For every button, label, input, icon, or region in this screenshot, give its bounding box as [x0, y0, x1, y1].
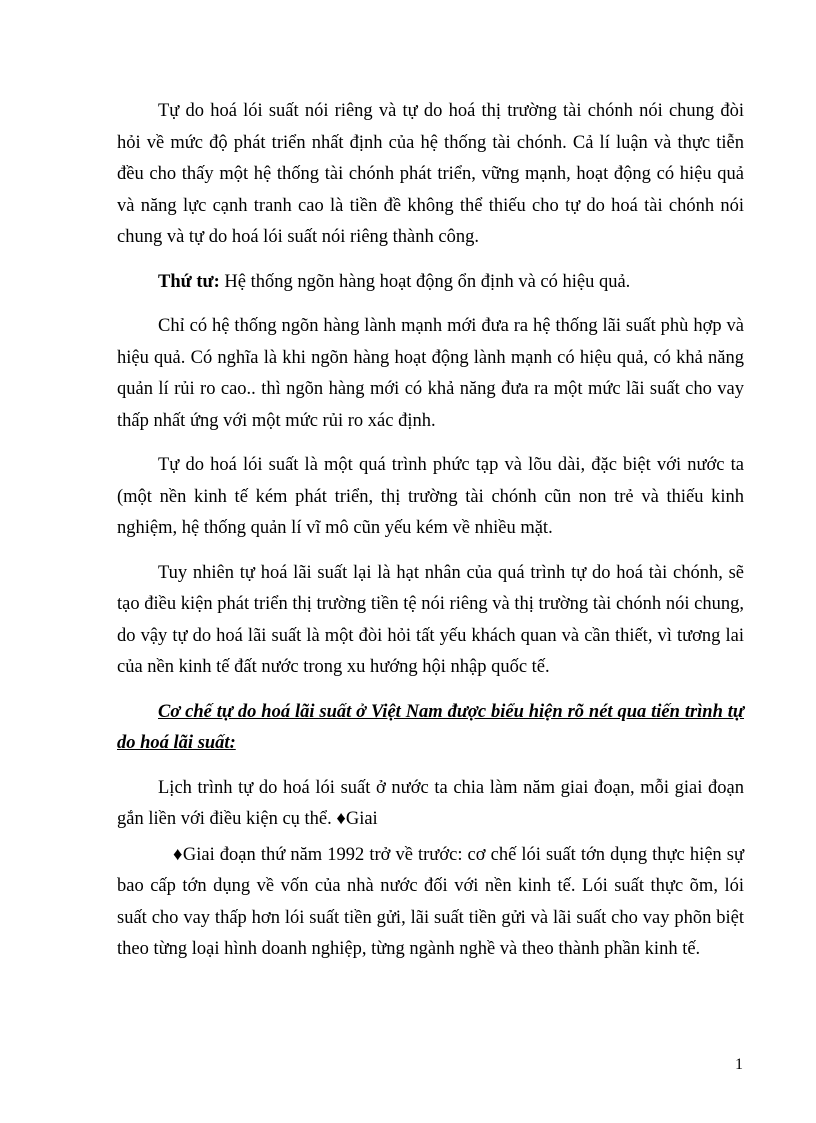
paragraph-complex-process: Tự do hoá lói suất là một quá trình phức tạp và lõu dài, đặc biệt với nước ta (một nền kinh tế kém phát triển, thị trường tài chónh cũn non trẻ và thiếu kinh nghiệm, hệ thống quản lí vĩ mô cũn yếu kém về nhiều mặt. [117, 455, 744, 538]
diamond-bullet-icon: ♦ [173, 844, 183, 865]
paragraph-schedule: Lịch trình tự do hoá lói suất ở nước ta chia làm năm giai đoạn, mỗi giai đoạn gắn liền với điều kiện cụ thể. ♦Giai [117, 777, 744, 829]
paragraph-fourth-condition [117, 267, 744, 299]
stage-before-1992-text: Giai đoạn thứ năm 1992 trở về trước: cơ chế lói suất tớn dụng thực hiện sự bao cấp tớn dụng về vốn của nhà nước đối với nền kinh tế. Lói suất thực õm, lói suất cho vay thấp hơn lói suất tiền gửi, lãi suất tiền gửi và lãi suất cho vay phõn biệt theo từng loại hình doanh nghiệp, từng ngành nghề và theo thành phần kinh tế. [117, 844, 744, 959]
fourth-text: Hệ thống ngõn hàng hoạt động ổn định và có hiệu quả. [219, 271, 631, 292]
page-number: 1 [735, 1056, 743, 1073]
section-heading: Cơ chế tự do hoá lãi suất ở Việt Nam được biểu hiện rõ nét qua tiến trình tự do hoá lãi suất: [117, 701, 744, 753]
document-body [117, 96, 744, 979]
paragraph-core-of-liberalization: Tuy nhiên tự hoá lãi suất lại là hạt nhân của quá trình tự do hoá tài chónh, sẽ tạo điều kiện phát triển thị trường tiền tệ nói riêng và thị trường tài chónh nói chung, do vậy tự do hoá lãi suất là một đòi hỏi tất yếu khách quan và cần thiết, vì tương lai của nền kinh tế đất nước trong xu hướng hội nhập quốc tế. [117, 562, 744, 677]
fourth-label: Thứ tư: [158, 271, 220, 292]
paragraph-healthy-banking: Chỉ có hệ thống ngõn hàng lành mạnh mới đưa ra hệ thống lãi suất phù hợp và hiệu quả. Có nghĩa là khi ngõn hàng hoạt động lành mạnh có hiệu quả, có khả năng quản lí rủi ro cao.. thì ngõn hàng mới có khả năng đưa ra một mức lãi suất cho vay thấp nhất ứng với một mức rủi ro xác định. [117, 316, 744, 431]
paragraph-financial-liberalization: Tự do hoá lói suất nói riêng và tự do hoá thị trường tài chónh nói chung đòi hỏi về mức độ phát triển nhất định của hệ thống tài chónh. Cả lí luận và thực tiễn đều cho thấy một hệ thống tài chónh phát triển, vững mạnh, hoạt động có hiệu quả và năng lực cạnh tranh cao là tiền đề không thể thiếu cho tự do hoá tài chónh nói chung và tự do hoá lói suất nói riêng thành công. [117, 101, 744, 247]
paragraph-stage-before-1992 [117, 840, 744, 966]
